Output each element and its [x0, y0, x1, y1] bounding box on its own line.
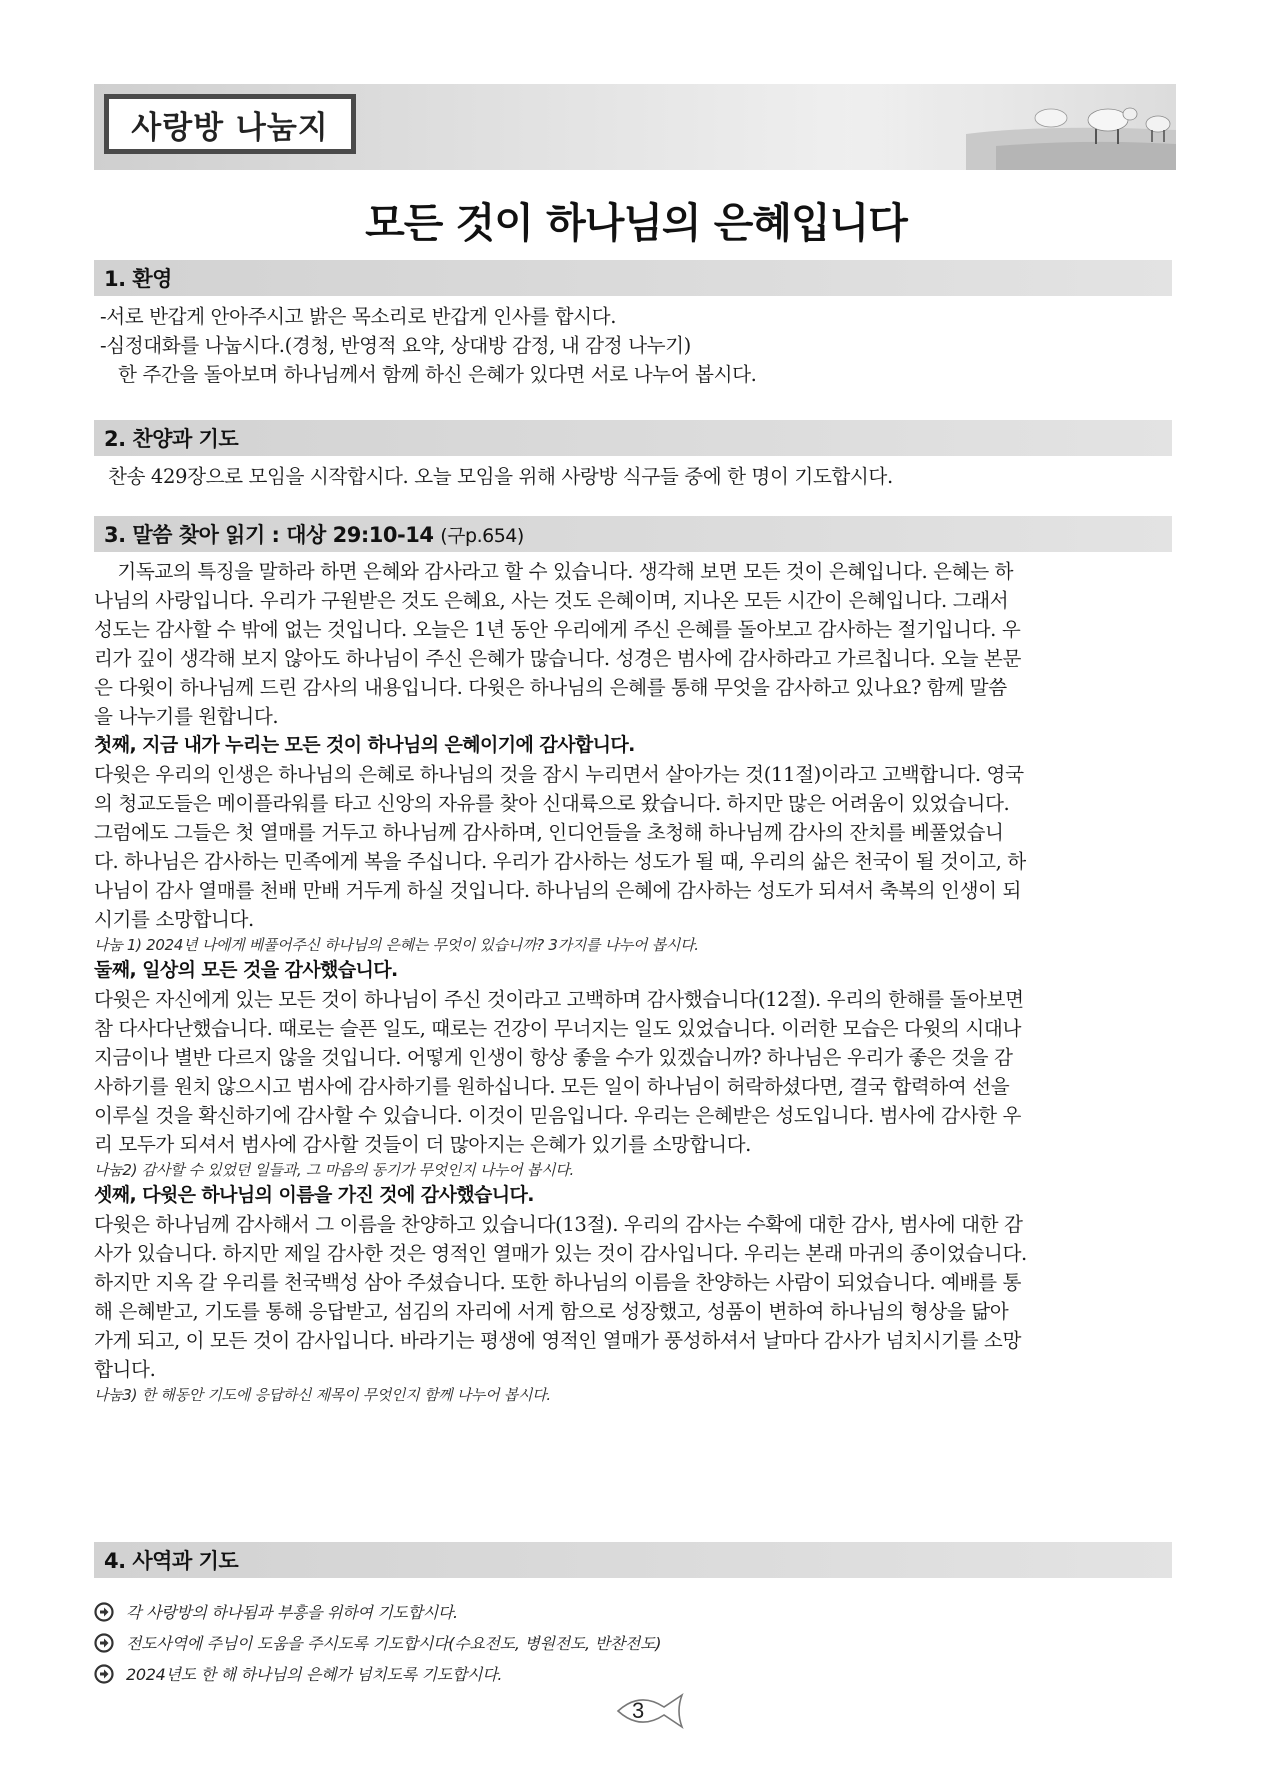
text-line: 참 다사다난했습니다. 때로는 슬픈 일도, 때로는 건강이 무너지는 일도 있었습니다. 이러한 모습은 다윗의 시대나 [94, 1017, 1021, 1040]
text-line: -심정대화를 나눕시다.(경청, 반영적 요약, 상대방 감정, 내 감정 나누기) [100, 334, 691, 357]
text-line: 시기를 소망합니다. [94, 908, 254, 931]
section-title: 4. 사역과 기도 [104, 1549, 239, 1573]
section-header-ministry [94, 1542, 1172, 1578]
text-line: 그럼에도 그들은 첫 열매를 거두고 하나님께 감사하며, 인디언들을 초청해 하나님께 감사의 잔치를 베풀었습니 [94, 821, 1004, 844]
arrow-circle-icon [94, 1602, 114, 1622]
text-line: 다. 하나님은 감사하는 민족에게 복을 주십니다. 우리가 감사하는 성도가 될 때, 우리의 삶은 천국이 될 것이고, 하 [94, 850, 1026, 873]
prayer-list [94, 1596, 1094, 1689]
header-title: 사랑방 나눔지 [131, 109, 329, 146]
praise-text [108, 462, 1194, 491]
text-line: 나님이 감사 열매를 천배 만배 거두게 하실 것입니다. 하나님의 은혜에 감사하는 성도가 되셔서 축복의 인생이 되 [94, 879, 1021, 902]
point-heading: 둘째, 일상의 모든 것을 감사했습니다. [94, 959, 398, 981]
page-number [612, 1687, 688, 1735]
text-line: 다윗은 우리의 인생은 하나님의 은혜로 하나님의 것을 잠시 누리면서 살아가는 것(11절)이라고 고백합니다. 영국 [94, 763, 1024, 786]
section-header-praise [94, 420, 1172, 456]
sheep-meadow-photo [846, 84, 1176, 170]
prayer-text: 2024년도 한 해 하나님의 은혜가 넘치도록 기도합시다. [126, 1665, 503, 1684]
list-item [94, 1658, 1094, 1689]
text-line: 가게 되고, 이 모든 것이 감사입니다. 바라기는 평생에 영적인 열매가 풍성하셔서 날마다 감사가 넘치시기를 소망 [94, 1329, 1021, 1352]
text-line: 지금이나 별반 다르지 않을 것입니다. 어떻게 인생이 항상 좋을 수가 있겠습니까? 하나님은 우리가 좋은 것을 감 [94, 1046, 1013, 1069]
text-line: 기독교의 특징을 말하라 하면 은혜와 감사라고 할 수 있습니다. 생각해 보면 모든 것이 은혜입니다. 은혜는 하 [94, 560, 1014, 583]
text-line: -서로 반갑게 안아주시고 밝은 목소리로 반갑게 인사를 합시다. [100, 305, 617, 328]
list-item [94, 1596, 1094, 1627]
section-title [104, 519, 524, 549]
word-body [94, 557, 1180, 1406]
page-title: 모든 것이 하나님의 은혜입니다 [365, 199, 907, 247]
text-line: 리가 깊이 생각해 보지 않아도 하나님이 주신 은혜가 많습니다. 성경은 범사에 감사하라고 가르칩니다. 오늘 본문 [94, 647, 1021, 670]
header-banner [94, 84, 1176, 170]
text-line: 합니다. [94, 1358, 156, 1381]
prayer-text: 각 사랑방의 하나됨과 부흥을 위하여 기도합시다. [126, 1603, 458, 1622]
text-line: 을 나누기를 원합니다. [94, 705, 279, 728]
text-line: 해 은혜받고, 기도를 통해 응답받고, 섬김의 자리에 서게 함으로 성장했고, 성품이 변하여 하나님의 형상을 닮아 [94, 1300, 1009, 1323]
page-number-text: 3 [632, 1698, 645, 1723]
section-title: 2. 찬양과 기도 [104, 427, 239, 451]
arrow-circle-icon [94, 1633, 114, 1653]
text-line: 은 다윗이 하나님께 드린 감사의 내용입니다. 다윗은 하나님의 은혜를 통해 무엇을 감사하고 있나요? 함께 말씀 [94, 676, 1007, 699]
text-line: 하지만 지옥 갈 우리를 천국백성 삼아 주셨습니다. 또한 하나님의 이름을 찬양하는 사람이 되었습니다. 예배를 통 [94, 1271, 1021, 1294]
section-header-welcome [94, 260, 1172, 296]
prayer-text: 전도사역에 주님이 도움을 주시도록 기도합시다(수요전도, 병원전도, 반찬전도) [126, 1634, 662, 1653]
text-line: 나님의 사랑입니다. 우리가 구원받은 것도 은혜요, 사는 것도 은혜이며, 지나온 모든 시간이 은혜입니다. 그래서 [94, 589, 1009, 612]
point-heading: 셋째, 다윗은 하나님의 이름을 가진 것에 감사했습니다. [94, 1184, 534, 1206]
list-item [94, 1627, 1094, 1658]
text-line: 다윗은 자신에게 있는 모든 것이 하나님이 주신 것이라고 고백하며 감사했습니다(12절). 우리의 한해를 돌아보면 [94, 988, 1024, 1011]
header-title-box [104, 94, 356, 154]
text-line: 성도는 감사할 수 밖에 없는 것입니다. 오늘은 1년 동안 우리에게 주신 은혜를 돌아보고 감사하는 절기입니다. 우 [94, 618, 1021, 641]
text-line: 리 모두가 되셔서 범사에 감사할 것들이 더 많아지는 은혜가 있기를 소망합니다. [94, 1133, 751, 1156]
text-line: 의 청교도들은 메이플라워를 타고 신앙의 자유를 찾아 신대륙으로 왔습니다. 하지만 많은 어려움이 있었습니다. [94, 792, 1010, 815]
scripture-page-ref: (구p.654) [440, 525, 524, 547]
section-title-text: 3. 말씀 찾아 읽기 : 대상 29:10-14 [104, 523, 434, 547]
section-header-word [94, 516, 1172, 552]
point-heading: 첫째, 지금 내가 누리는 모든 것이 하나님의 은혜이기에 감사합니다. [94, 734, 635, 756]
text-line: 사가 있습니다. 하지만 제일 감사한 것은 영적인 열매가 있는 것이 감사입니다. 우리는 본래 마귀의 종이었습니다. [94, 1242, 1027, 1265]
section-title: 1. 환영 [104, 267, 172, 291]
text-line: 이루실 것을 확신하기에 감사할 수 있습니다. 이것이 믿음입니다. 우리는 은혜받은 성도입니다. 범사에 감사한 우 [94, 1104, 1021, 1127]
text-line: 사하기를 원치 않으시고 범사에 감사하기를 원하십니다. 모든 일이 하나님이 허락하셨다면, 결국 합력하여 선을 [94, 1075, 1010, 1098]
arrow-circle-icon [94, 1664, 114, 1684]
welcome-text [100, 302, 1186, 389]
fish-icon [612, 1687, 688, 1735]
share-question: 나눔2) 감사할 수 있었던 일들과, 그 마음의 동기가 무엇인지 나누어 봅시다. [94, 1161, 574, 1179]
share-question: 나눔 1) 2024년 나에게 베풀어주신 하나님의 은혜는 무엇이 있습니까? 3가지를 나누어 봅시다. [94, 936, 699, 954]
text-line: 한 주간을 돌아보며 하나님께서 함께 하신 은혜가 있다면 서로 나누어 봅시다. [118, 363, 757, 386]
text-line: 찬송 429장으로 모임을 시작합시다. 오늘 모임을 위해 사랑방 식구들 중에 한 명이 기도합시다. [108, 465, 893, 488]
text-line: 다윗은 하나님께 감사해서 그 이름을 찬양하고 있습니다(13절). 우리의 감사는 수확에 대한 감사, 범사에 대한 감 [94, 1213, 1023, 1236]
share-question: 나눔3) 한 해동안 기도에 응답하신 제목이 무엇인지 함께 나누어 봅시다. [94, 1386, 551, 1404]
